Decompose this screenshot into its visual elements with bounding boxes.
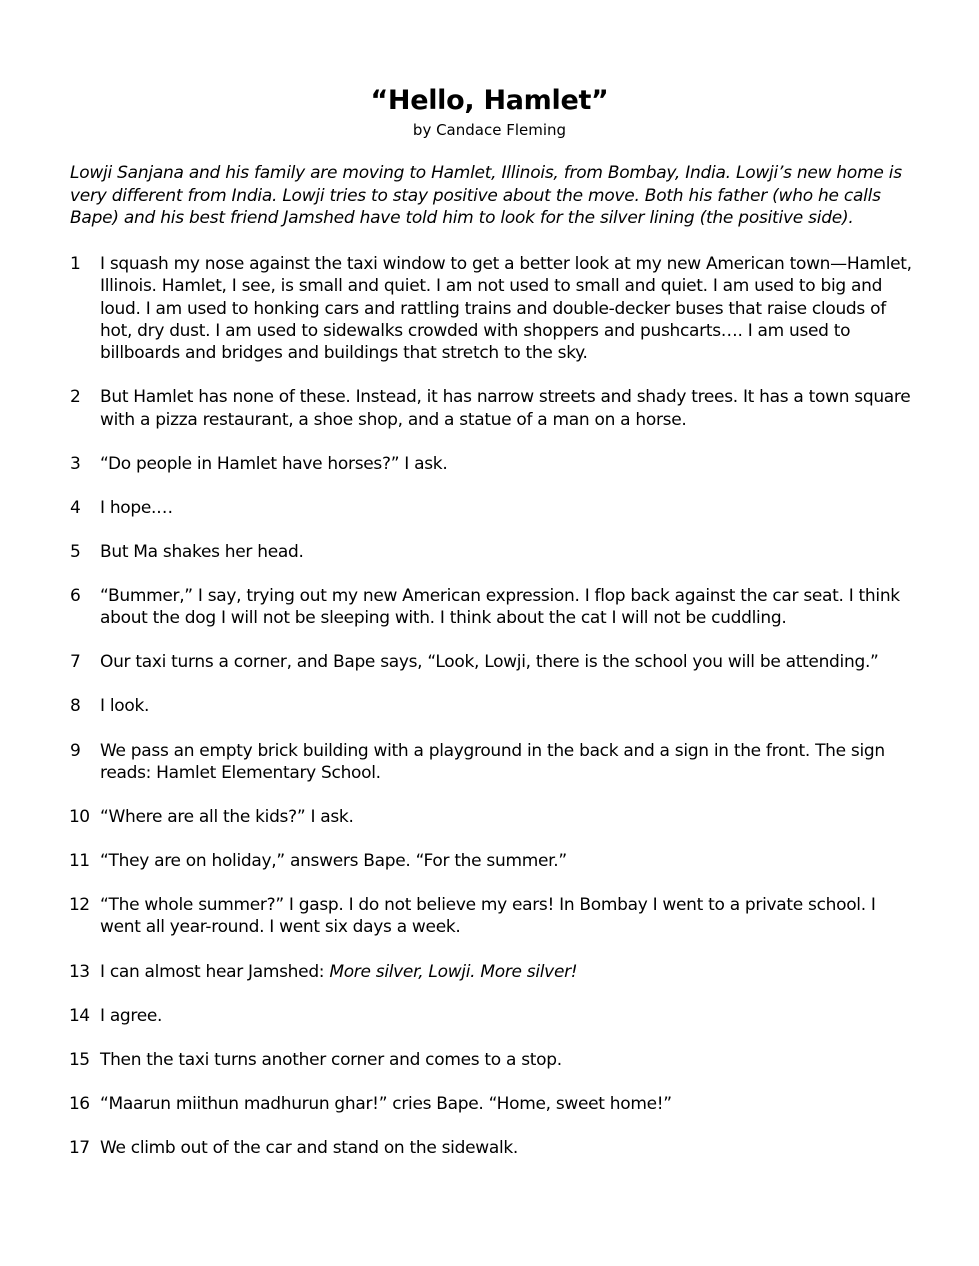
paragraph-text: “Where are all the kids?” I ask. [100, 806, 354, 827]
paragraph-text: “Maarun miithun madhurun ghar!” cries Bape. “Home, sweet home!” [100, 1093, 672, 1114]
paragraph-text: “The whole summer?” I gasp. I do not believe my ears! In Bombay I went to a private school. I went all year-round. I went six days a week. [100, 895, 876, 938]
paragraph-text: Our taxi turns a corner, and Bape says, “Look, Lowji, there is the school you will be attending.” [100, 652, 879, 673]
paragraph-text: We pass an empty brick building with a playground in the back and a sign in the front. The sign reads: Hamlet Elementary School. [100, 740, 885, 783]
paragraph-text: But Ma shakes her head. [100, 541, 304, 562]
paragraph-text: “Do people in Hamlet have horses?” I ask. [100, 453, 448, 474]
intro-paragraph: Lowji Sanjana and his family are moving to Hamlet, Illinois, from Bombay, India. Lowji’s new home is very different from India. Lowji tries to stay positive about the move. Both his father (who he calls Bape) and his best friend Jamshed have told him to look for the silver lining (the positive side). [70, 163, 902, 228]
story-title: “Hello, Hamlet” [370, 85, 609, 116]
paragraph [70, 961, 920, 983]
paragraph [70, 651, 920, 673]
paragraph [70, 695, 920, 717]
paragraph [70, 453, 920, 475]
paragraph [70, 253, 920, 364]
story-paragraphs [70, 253, 920, 1181]
paragraph-number: 13 [69, 961, 90, 982]
paragraph-number: 4 [70, 497, 81, 518]
paragraph-text: But Hamlet has none of these. Instead, it has narrow streets and shady trees. It has a town square with a pizza restaurant, a shoe shop, and a statue of a man on a horse. [100, 387, 911, 430]
paragraph [70, 541, 920, 563]
paragraph-number: 10 [69, 806, 90, 827]
paragraph-text: Then the taxi turns another corner and comes to a stop. [100, 1049, 562, 1070]
paragraph-text: “Bummer,” I say, trying out my new American expression. I flop back against the car seat. I think about the dog I will not be sleeping with. I think about the cat I will not be cuddling. [100, 585, 900, 629]
paragraph [70, 850, 920, 872]
paragraph [70, 1005, 920, 1027]
paragraph [70, 740, 920, 785]
paragraph [70, 386, 920, 431]
paragraph-text: We climb out of the car and stand on the sidewalk. [100, 1137, 519, 1158]
paragraph-number: 9 [70, 740, 81, 761]
paragraph-text: I agree. [100, 1005, 163, 1026]
paragraph [70, 806, 920, 828]
paragraph-italic-text: More silver, Lowji. More silver! [329, 961, 578, 982]
paragraph [70, 585, 920, 630]
paragraph-text: I hope.… [100, 497, 173, 518]
paragraph-number: 1 [70, 254, 81, 274]
paragraph-number: 14 [69, 1005, 90, 1026]
paragraph-number: 11 [69, 851, 90, 872]
paragraph-number: 16 [69, 1093, 90, 1114]
author-byline: by Candace Fleming [412, 121, 567, 139]
paragraph-number: 6 [70, 585, 81, 606]
paragraph-number: 2 [70, 387, 81, 408]
paragraph [70, 1049, 920, 1071]
paragraph-number: 17 [69, 1137, 90, 1158]
paragraph-number: 12 [69, 895, 90, 916]
paragraph-text: I squash my nose against the taxi window to get a better look at my new American town—Hamlet, Illinois. Hamlet, I see, is small and quiet. I am not used to small and quiet. I am used to big and loud. I am used to honking cars and rattling trains and double-decker buses that raise clouds of hot, dry dust. I am used to sidewalks crowded with shoppers and pushcarts…. I am used to billboards and bridges and buildings that stretch to the sky. [100, 254, 912, 364]
paragraph-number: 5 [70, 541, 81, 562]
paragraph-text: “They are on holiday,” answers Bape. “For the summer.” [100, 851, 567, 872]
paragraph-number: 3 [70, 453, 81, 474]
paragraph-text: I can almost hear Jamshed: [100, 961, 330, 982]
paragraph-text: I look. [100, 696, 150, 717]
paragraph-number: 7 [70, 652, 81, 673]
paragraph-number: 15 [69, 1049, 90, 1070]
paragraph [70, 497, 920, 519]
paragraph [70, 894, 920, 939]
paragraph [70, 1093, 920, 1115]
paragraph [70, 1137, 920, 1159]
paragraph-number: 8 [70, 696, 81, 717]
